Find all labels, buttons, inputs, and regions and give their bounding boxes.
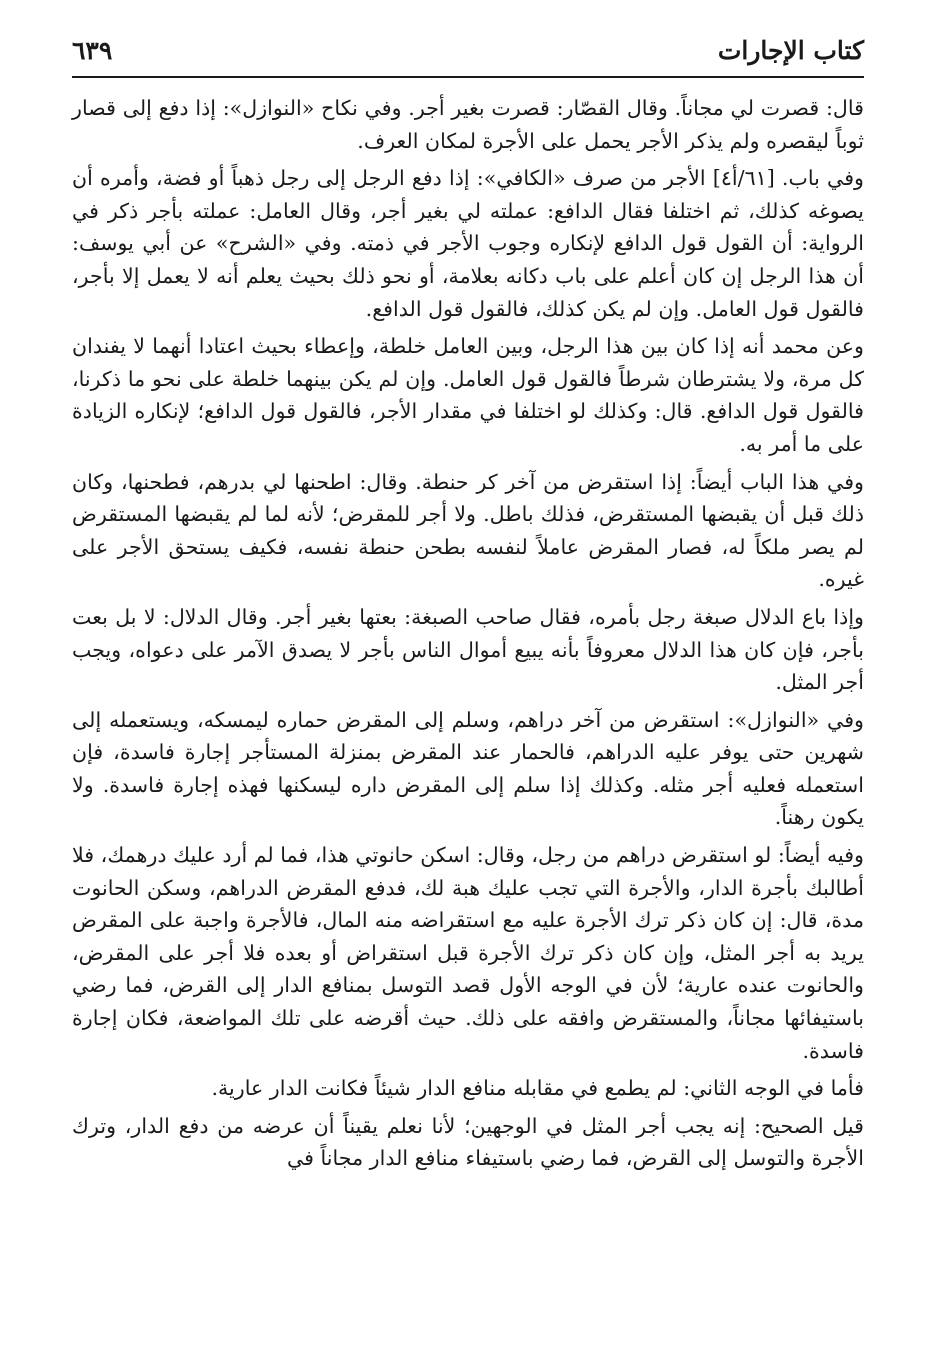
paragraph: وفيه أيضاً: لو استقرض دراهم من رجل، وقال: اسكن حانوتي هذا، فما لم أرد عليك درهمك، فلا أطالبك بأجرة الدار، والأجرة التي تجب عليك هبة لك، فدفع المقرض الدراهم، وسكن الحانوت مدة، قال: إن كان ذكر ترك الأجرة عليه مع استقراضه منه المال، فالأجرة واجبة على المقرض يريد به أجر المثل، وإن كان ذكر ترك الأجرة قبل استقراض أو بعده فلا أجر على المقرض، والحانوت عنده عارية؛ لأن في الوجه الأول قصد التوسل بمنافع الدار إلى القرض، فما رضي باستيفائها مجاناً، والمستقرض وافقه على ذلك. حيث أقرضه على تلك المواضعة، فكان إجارة فاسدة.: [72, 843, 864, 1063]
running-title: كتاب الإجارات: [717, 36, 864, 65]
page-header: [72, 30, 864, 78]
paragraph: قال: قصرت لي مجاناً. وقال القصّار: قصرت بغير أجر. وفي نكاح «النوازل»: إذا دفع إلى قصار ثوباً ليقصره ولم يذكر الأجر يحمل على الأجرة لمكان العرف.: [72, 96, 864, 153]
paragraph: فأما في الوجه الثاني: لم يطمع في مقابله منافع الدار شيئاً فكانت الدار عارية.: [211, 1076, 864, 1101]
paragraph: وفي هذا الباب أيضاً: إذا استقرض من آخر كر حنطة. وقال: اطحنها لي بدرهم، فطحنها، وكان ذلك قبل أن يقبضها المستقرض، فذلك باطل. ولا أجر للمقرض؛ لأنه لما لم يقبضها المستقرض لم يصر ملكاً له، فصار المقرض عاملاً لنفسه بطحن حنطة نفسه، فكيف يستحق الأجر على غيره.: [72, 469, 864, 592]
paragraph: قيل الصحيح: إنه يجب أجر المثل في الوجهين؛ لأنا نعلم يقيناً أن عرضه من دفع الدار، وترك الأجرة والتوسل إلى القرض، فما رضي باستيفاء منافع الدار مجاناً في: [72, 1113, 864, 1171]
paragraph: وعن محمد أنه إذا كان بين هذا الرجل، وبين العامل خلطة، وإعطاء بحيث اعتادا أنهما لا يفندان كل مرة، ولا يشترطان شرطاً فالقول قول العامل. وإن لم يكن بينهما خلطة على نحو ما ذكرنا، فالقول قول الدافع. قال: وكذلك لو اختلفا في مقدار الأجر، فالقول قول الدافع؛ لإنكاره الزيادة على ما أمر به.: [72, 334, 864, 456]
paragraph: وفي باب. [٦١/أ٤] الأجر من صرف «الكافي»: إذا دفع الرجل إلى رجل ذهباً أو فضة، وأمره أن يصوغه كذلك، ثم اختلفا فقال الدافع: عملته لي بغير أجر، وقال العامل: عملته بأجر ذكر في الرواية: أن القول قول الدافع لإنكاره وجوب الأجر في ذمته. وفي «الشرح» عن أبي يوسف: أن هذا الرجل إن كان أعلم على باب دكانه بعلامة، أو نحو ذلك بحيث يعلم أنه لا يعمل إلا بأجر، فالقول قول العامل. وإن لم يكن كذلك، فالقول قول الدافع.: [72, 166, 864, 321]
book-page: [72, 30, 864, 1350]
paragraph: وإذا باع الدلال صبغة رجل بأمره، فقال صاحب الصبغة: بعتها بغير أجر. وقال الدلال: لا بل بعت بأجر، فإن كان هذا الدلال معروفاً بأنه يبيع أموال الناس بأجر لا يصدق الآمر على دعواه، ويجب أجر المثل.: [72, 604, 864, 695]
paragraph: وفي «النوازل»: استقرض من آخر دراهم، وسلم إلى المقرض حماره ليمسكه، ويستعمله إلى شهرين حتى يوفر عليه الدراهم، فالحمار عند المقرض بمنزلة المستأجر إجارة فاسدة، فإن استعمله فعليه أجر مثله. وكذلك إذا سلم إلى المقرض داره ليسكنها فهذه إجارة فاسدة. ولا يكون رهناً.: [72, 707, 864, 830]
page-number: ٦٣٩: [72, 36, 113, 65]
body-text: [72, 92, 864, 1175]
